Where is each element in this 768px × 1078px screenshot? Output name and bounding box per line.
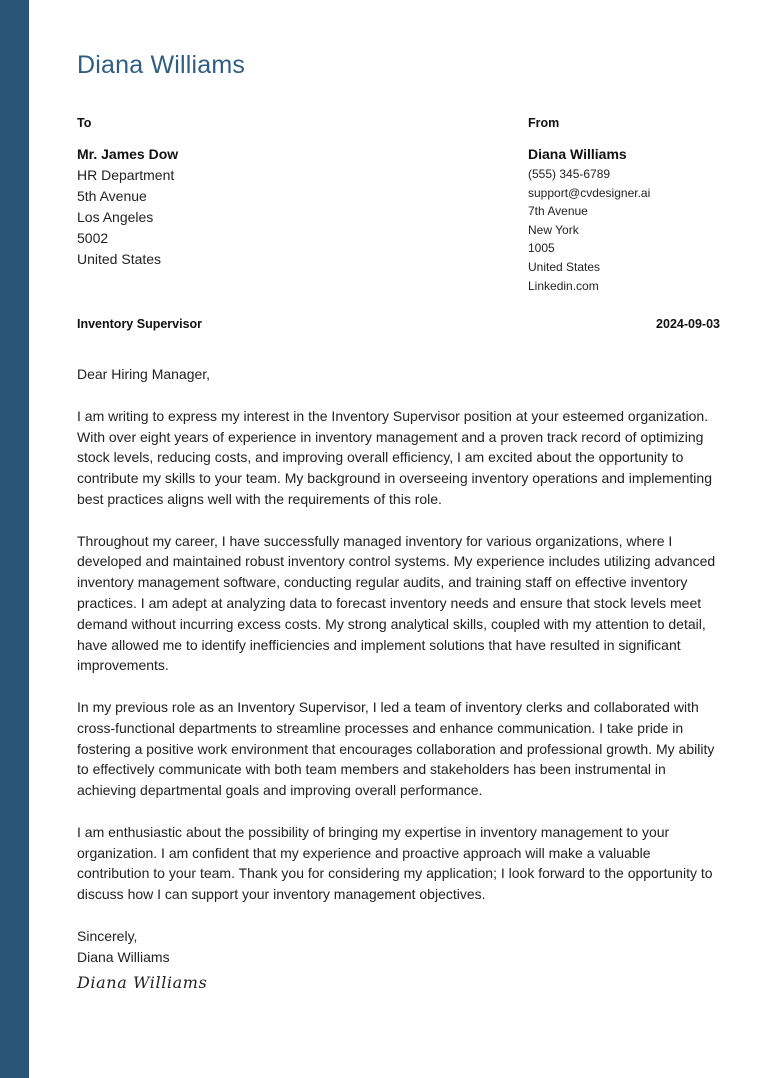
sender-email: support@cvdesigner.ai	[528, 185, 651, 200]
sender-name: Diana Williams	[528, 146, 627, 162]
sender-postal-code: 1005	[528, 241, 555, 256]
recipient-label: To	[77, 116, 92, 130]
letter-paragraph: I am enthusiastic about the possibility of bringing my expertise in inventory management to your organization. I am confident that my experience and proactive approach will make a valuable contribution to your team. Thank you for considering my application; I look forward to the opportunity to discuss how I can support your inventory management objectives.	[77, 823, 713, 903]
sidebar-accent-bar	[0, 0, 29, 1078]
applicant-name: Diana Williams	[77, 51, 246, 79]
sender-city: New York	[528, 222, 579, 237]
letter-paragraph: In my previous role as an Inventory Supervisor, I led a team of inventory clerks and collaborated with cross-functional departments to streamline processes and enhance communication. I take pride in fostering a positive work environment that encourages collaboration and professional growth. My ability to effectively communicate with both team members and stakeholders has been instrumental in achieving departmental goals and improving overall performance.	[77, 698, 715, 799]
letter-paragraph: Throughout my career, I have successfully managed inventory for various organizations, where I developed and maintained robust inventory control systems. My experience includes utilizing advanced inventory management software, conducting regular audits, and training staff on effective inventory practices. I am adept at analyzing data to forecast inventory needs and ensure that stock levels meet demand without incurring excess costs. My strong analytical skills, coupled with my attention to detail, have allowed me to identify inefficiencies and implement solutions that have resulted in significant improvements.	[77, 532, 716, 674]
sender-country: United States	[528, 259, 601, 274]
letter-date: 2024-09-03	[656, 317, 720, 331]
letter-closing-name: Diana Williams	[77, 948, 170, 965]
recipient-block	[77, 116, 377, 270]
recipient-name: Mr. James Dow	[77, 146, 179, 162]
letter-closing: Sincerely,	[77, 927, 138, 944]
subject-row	[77, 317, 720, 335]
sender-block	[528, 116, 728, 295]
recipient-department: HR Department	[77, 167, 175, 183]
recipient-street: 5th Avenue	[77, 188, 147, 204]
sender-linkedin: Linkedin.com	[528, 278, 599, 293]
recipient-country: United States	[77, 251, 162, 267]
sender-street: 7th Avenue	[528, 204, 588, 219]
recipient-postal-code: 5002	[77, 230, 109, 246]
letter-paragraph: I am writing to express my interest in the Inventory Supervisor position at your esteemed organization. With over eight years of experience in inventory management and a proven track record of optimizing stock levels, reducing costs, and improving overall efficiency, I am excited about the opportunity to contribute my skills to your team. My background in overseeing inventory operations and implementing best practices aligns well with the requirements of this role.	[77, 407, 712, 507]
letter-body	[77, 364, 717, 994]
recipient-city: Los Angeles	[77, 209, 154, 225]
letter-subject: Inventory Supervisor	[77, 317, 203, 331]
sender-label: From	[528, 116, 560, 130]
handwritten-signature: Diana Williams	[77, 973, 208, 993]
sender-phone: (555) 345-6789	[528, 167, 611, 181]
letter-greeting: Dear Hiring Manager,	[77, 366, 211, 382]
